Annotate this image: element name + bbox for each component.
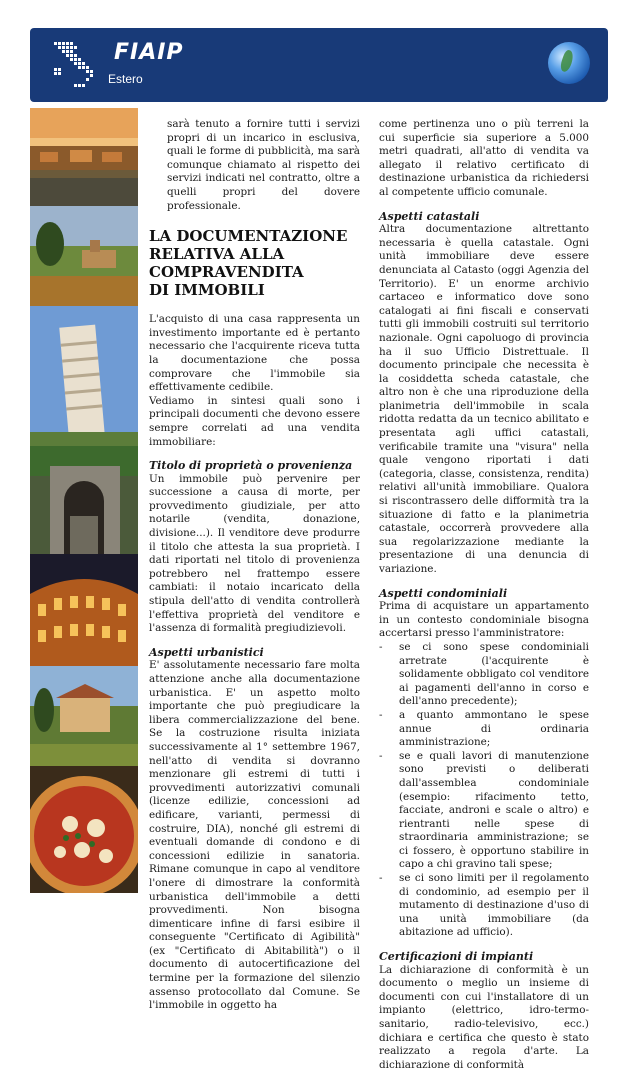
pizza-photo bbox=[30, 766, 138, 893]
leaning-tower-photo bbox=[30, 306, 138, 446]
countryside-photo bbox=[30, 206, 138, 306]
subheading-titolo: Titolo di proprietà o provenienza bbox=[149, 459, 353, 473]
subheading-condominiali: Aspetti condominiali bbox=[379, 586, 508, 600]
arch-photo bbox=[30, 446, 138, 554]
intro-paragraph: sarà tenuto a fornire tutti i servizi propri di un incarico in esclusiva, quali le forme di pubblicità, ma sarà comunque chiamato al rispetto dei servizi indicati nel contratto, oltre a quelli propri del dovere professionale. bbox=[167, 118, 360, 212]
title-line: LA DOCUMENTAZIONE bbox=[149, 227, 348, 246]
list-item: - se e quali lavori di manutenzione sono previsti o deliberati dall'assemblea condominiale (esempio: rifacimento tetto, facciate, androni e scale o altro) e rientranti nelle spese di straordinaria amministrazione; se ci fossero, è opportuno stabilire in capo a chi gravino tali spese; bbox=[379, 750, 589, 872]
list-item: - se ci sono limiti per il regolamento di condominio, ad esempio per il mutamento di destinazione d'uso di una unità immobiliare (da abitazione ad ufficio). bbox=[379, 872, 589, 940]
list-item: - a quanto ammontano le spese annue di ordinaria amministrazione; bbox=[379, 709, 589, 750]
italy-map-icon bbox=[50, 38, 108, 94]
title-line: COMPRAVENDITA bbox=[149, 263, 304, 282]
body-paragraph: come pertinenza uno o più terreni la cui superficie sia superiore a 5.000 metri quadrati, all'atto di vendita va allegato il relativo certificato di destinazione urbanistica da richiedersi al competente ufficio comunale. bbox=[379, 118, 589, 198]
body-paragraph: E' assolutamente necessario fare molta attenzione anche alla documentazione urbanistica. E' un aspetto molto importante che può pregiudicare la libera commercializzazione del bene. Se la costruzione risulta iniziata successivamente al 1° settembre 1967, nell'atto di vendita si dovranno menzionare gli estremi di tutti i provvedimenti autorizzativi comunali (licenze edilizie, concessioni ad edificare, varianti, permessi di costruire, DIA), nonché gli estremi di eventuali domande di condono e di concessioni edilizie in sanatoria. Rimane comunque in capo al venditore l'onere di dimostrare la conformità urbanistica dell'immobile a detti provvedimenti. Non bisogna dimenticare infine di farsi esibire il conseguente "Certificato di Agibilità" (ex "Certificato di Abitabilità") o il documento di autocertificazione del termine per la formazione del silenzio assenso protocollato dal Comune. Se l'immobile in oggetto ha bbox=[149, 659, 360, 1012]
page-title bbox=[149, 227, 360, 299]
body-paragraph: La dichiarazione di conformità è un documento o meglio un insieme di documenti con cui l'installatore di un impianto (elettrico, idro-termo-sanitario, radio-televisivo, ecc.) dichiara e certifica che questo è stato realizzato a regola d'arte. La dichiarazione di conformità bbox=[379, 963, 589, 1071]
villa-photo bbox=[30, 666, 138, 766]
subheading-catastali: Aspetti catastali bbox=[379, 209, 480, 223]
subheading-urbanistici: Aspetti urbanistici bbox=[149, 645, 264, 659]
body-paragraph: Altra documentazione altrettanto necessaria è quella catastale. Ogni unità immobiliare deve essere denunciata al Catasto (oggi Agenzia del Territorio). E' un enorme archivio cartaceo e informatico dove sono catalogati ai fini fiscali e conservati tutti gli immobili costruiti sul territorio nazionale. Ogni capoluogo di provincia ha il suo Ufficio Distrettuale. Il documento principale che necessita è la cosiddetta scheda catastale, che altro non è che una riproduzione della planimetria dell'immobile in scala ridotta redatta da un tecnico abilitato e presentata agli uffici catastali, verificabile tramite una "visura" nella quale vengono riportati i dati (categoria, classe, consistenza, rendita) relativi all'unità immobiliare. Qualora si riscontrassero delle difformità tra la situazione di fatto e la planimetria catastale, occorrerà provvedere alla sua regolarizzazione mediante la presentazione di una denuncia di variazione. bbox=[379, 223, 589, 575]
subheading-impianti: Certificazioni di impianti bbox=[379, 950, 534, 964]
photo-strip bbox=[30, 108, 138, 893]
column-right bbox=[379, 118, 589, 1072]
body-paragraph: Un immobile può pervenire per successione a causa di morte, per provvedimento giudiziale, per atto notarile (vendita, donazione, divisione...). Il venditore deve produrre il titolo che attesta la sua proprietà. I dati riportati nel titolo di provenienza potrebbero nel frattempo essere cambiati: il notaio incaricato della stipula dell'atto di vendita controllerà l'effettiva proprietà del venditore e l'assenza di formalità pregiudizievoli. bbox=[149, 472, 360, 635]
section-label: Estero bbox=[108, 72, 143, 86]
florence-bridge-photo bbox=[30, 108, 138, 206]
title-line: DI IMMOBILI bbox=[149, 281, 265, 300]
body-paragraph: Vediamo in sintesi quali sono i principali documenti che devono essere sempre correlati ad una vendita immobiliare: bbox=[149, 394, 360, 448]
body-paragraph: L'acquisto di una casa rappresenta un investimento importante ed è pertanto necessario che l'acquirente riceva tutta la documentazione che possa comprovare che l'immobile sia effettivamente cedibile. bbox=[149, 313, 360, 394]
fiaip-logo: FIAIP bbox=[114, 40, 184, 65]
title-line: RELATIVA ALLA bbox=[149, 245, 285, 264]
header-banner bbox=[30, 28, 608, 102]
column-left bbox=[149, 118, 360, 1013]
colosseum-photo bbox=[30, 554, 138, 666]
body-paragraph: Prima di acquistare un appartamento in un contesto condominiale bisogna accertarsi presso l'amministratore: bbox=[379, 600, 589, 640]
globe-icon bbox=[548, 42, 590, 84]
condominiali-list bbox=[379, 641, 589, 940]
list-item: - se ci sono spese condominiali arretrate (l'acquirente è solidamente obbligato col venditore ai pagamenti dell'anno in corso e dell'anno precedente); bbox=[379, 641, 589, 709]
